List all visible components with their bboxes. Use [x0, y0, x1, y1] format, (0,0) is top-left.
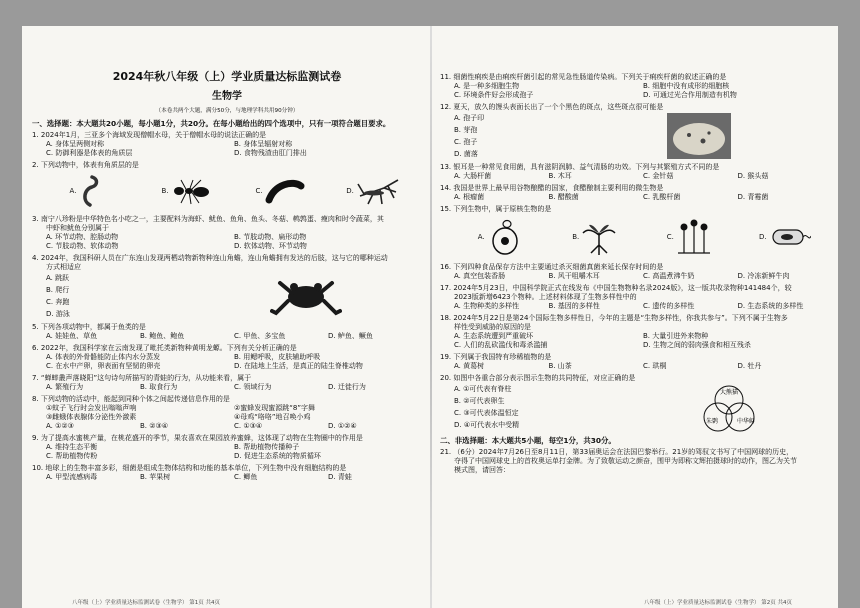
q21-line3: 模式图，请回答：	[454, 466, 510, 474]
q12-stem: 12. 夏天，放久的馒头表面长出了一个个黑色的斑点，这些斑点很可能是	[440, 103, 664, 111]
q8-item-4: ④母鸡“咯咯”地召唤小鸡	[234, 413, 311, 421]
q2-option-b-label: B.	[161, 186, 169, 195]
q4-stem-line1: 4. 2024年，我国科研人员在广东连山发现两栖动物新物种连山角蟾，连山角蟾拥有发达的后肢，这与它的哪种运动	[32, 254, 388, 262]
q18-options-row2	[440, 341, 832, 350]
q6-options-row2	[32, 362, 422, 371]
q8-item-2: ②蜜蜂发现蜜源跳“8”字舞	[234, 404, 315, 412]
q3-option-b[interactable]: B. 节肢动物、扁形动物	[234, 233, 307, 241]
q4-body	[32, 272, 422, 320]
q4-option-c[interactable]: C. 奔跑	[46, 298, 70, 306]
q18-option-a[interactable]: A. 生态系统遭到严重破坏	[454, 332, 534, 340]
q9-options-row2	[32, 452, 422, 461]
q6-option-a[interactable]: A. 体表的外骨骼能防止体内水分蒸发	[46, 353, 161, 361]
q8-item-1: ①蚊子飞行时会发出嗡嗡声响	[46, 404, 137, 412]
q13-option-a[interactable]: A. 大肠杆菌	[454, 172, 492, 180]
q18-stem-line2: 样性受到威胁的原因的是	[454, 323, 531, 331]
q15-stem: 15. 下列生物中，属于原核生物的是	[440, 205, 552, 213]
q10-option-a[interactable]: A. 甲型流感病毒	[46, 473, 98, 481]
q15-option-a-label: A.	[477, 232, 485, 241]
venn-circle-left	[704, 403, 732, 431]
q8-item-3: ③雌蛾体表腺体分泌性外激素	[46, 413, 137, 421]
q15-option-c[interactable]	[643, 217, 738, 257]
q16-option-b[interactable]: B. 风干咀嚼木耳	[548, 272, 600, 280]
caterpillar-icon	[263, 176, 307, 206]
q7-option-d[interactable]: D. 迁徙行为	[328, 383, 366, 391]
toad-icon	[270, 273, 342, 319]
q4-option-b[interactable]: B. 爬行	[46, 286, 70, 294]
q1-options-row1	[32, 140, 422, 149]
q15-option-d-label: D.	[758, 232, 767, 241]
moldy-bun-photo-icon	[667, 113, 731, 159]
q18-option-b[interactable]: B. 大量引进外来物种	[643, 332, 709, 340]
q15-option-c-label: C.	[666, 232, 674, 241]
q19-stem: 19. 下列属于我国特有珍稀植物的是	[440, 353, 552, 361]
q9-option-a[interactable]: A. 维持生态平衡	[46, 443, 98, 451]
q6-option-d[interactable]: D. 在陆地上生活，是真正的陆生脊椎动物	[234, 362, 363, 370]
q7-options	[32, 383, 422, 392]
q4-options	[32, 272, 246, 320]
q2-stem: 2. 下列动物中，体表有角质层的是	[32, 161, 139, 169]
q5-option-b[interactable]: B. 鲍鱼、鲍鱼	[140, 332, 185, 340]
q11-options-row2	[440, 91, 832, 100]
q17-stem-line2: 2023版新增6423个物种。上述材料体现了生物多样性中的	[454, 293, 637, 301]
q21-line2: 夺得了中国网球史上的首枚奥运单打金牌。为了致敬运动之颜奋，围甲为即称文辉拍摄球时的动作，图乙为关节	[454, 457, 797, 465]
q20-body	[440, 383, 832, 433]
q16-option-c[interactable]: C. 高温煮沸牛奶	[643, 272, 695, 280]
q7-stem: 7. “蝉蟀叢声落晓阳”这句诗句所描写的青蛙的行为，从功能来看，属于	[32, 374, 252, 382]
q9-options-row1	[32, 443, 422, 452]
q11-options-row1	[440, 82, 832, 91]
q13-stem: 13. 银耳是一种常见食用菌，具有滋阴润肺、益气清肠的功效。下列与其繁殖方式不同的是	[440, 163, 720, 171]
q9-option-d[interactable]: D. 促进生态系统的物质循环	[234, 452, 321, 460]
q11-option-b[interactable]: B. 细胞中没有成形的细胞核	[643, 82, 730, 90]
mantis-icon	[354, 174, 404, 208]
q6-stem: 6. 2022年，我国科学家在云南发现了毗托类新物种黄明龙螈。下列有关分析正确的是	[32, 344, 297, 352]
q3-options-row1	[32, 233, 422, 242]
q5-option-c[interactable]: C. 甲鱼、多宝鱼	[234, 332, 286, 340]
q18-option-d[interactable]: D. 生物之间的弱肉强食和相互残杀	[643, 341, 751, 349]
exam-title: 2024年秋八年级（上）学业质量达标监测试卷	[112, 70, 342, 83]
venn-circle-right	[726, 403, 754, 431]
q15-option-a[interactable]	[454, 217, 549, 257]
q3-option-c[interactable]: C. 节肢动物、软体动物	[46, 242, 119, 250]
q17-option-b[interactable]: B. 基因的多样性	[548, 302, 600, 310]
left-page	[32, 26, 422, 608]
q12-body	[440, 112, 832, 160]
q8-options	[32, 422, 422, 431]
q6-option-c[interactable]: C. 在水中产卵，卵表面有坚韧的卵壳	[46, 362, 161, 370]
q20-option-a[interactable]: A. ①可代表有脊柱	[454, 385, 512, 393]
q2-option-c[interactable]	[234, 176, 328, 206]
q13-option-b[interactable]: B. 木耳	[548, 172, 572, 180]
q20-option-b[interactable]: B. ②可代表卵生	[454, 397, 505, 405]
q10-options	[32, 473, 422, 482]
q13-options	[440, 172, 832, 181]
q6-option-b[interactable]: B. 用鳃呼吸，皮肤辅助呼吸	[234, 353, 321, 361]
venn-label-right: 中华鲟	[736, 418, 756, 425]
q17-stem-line1: 17. 2024年5月23日，中国科学院正式在线发布《中国生物物种名录2024版》，这一版共收录物种141484个，较	[440, 284, 792, 292]
q5-options	[32, 332, 422, 341]
q12-option-c[interactable]: C. 孢子	[454, 138, 478, 146]
q12-options	[440, 112, 654, 160]
bacterium-icon	[767, 222, 811, 252]
q4-figure	[246, 272, 366, 320]
q9-option-c[interactable]: C. 帮助植物传粉	[46, 452, 98, 460]
q20-option-d[interactable]: D. ④可代表水中受精	[454, 421, 520, 429]
q1-stem: 1. 2024年1月，三亚多个海域发现僧帽水母，关于僧帽水母的说法正确的是	[32, 131, 267, 139]
q2-options	[32, 170, 422, 212]
q11-option-c[interactable]: C. 环境条件好会形成孢子	[454, 91, 534, 99]
venn-svg	[674, 383, 784, 435]
q11-option-d[interactable]: D. 可通过光合作用制造有机物	[643, 91, 737, 99]
q2-option-a[interactable]	[46, 173, 140, 209]
q19-option-a[interactable]: A. 黄葛树	[454, 362, 485, 370]
mold-sporangia-icon	[674, 217, 714, 257]
q9-option-b[interactable]: B. 帮助植物传播种子	[234, 443, 300, 451]
q4-stem-line2: 方式相适应	[46, 263, 81, 271]
q7-option-c[interactable]: C. 领域行为	[234, 383, 272, 391]
q2-option-d-label: D.	[346, 186, 354, 195]
q17-option-d[interactable]: D. 生态系统的多样性	[737, 302, 804, 310]
q1-option-d[interactable]: D. 食物残渣由肛门排出	[234, 149, 307, 157]
yeast-cell-icon	[485, 217, 525, 257]
q15-option-b-label: B.	[572, 232, 580, 241]
q4-option-a[interactable]: A. 跳跃	[46, 274, 70, 282]
left-footer: 八年级（上）学业质量达标监测试卷（生物学） 第1页 共4页	[72, 600, 220, 606]
q2-option-a-label: A.	[69, 186, 77, 195]
q8-option-a[interactable]: A. ①②③	[46, 422, 74, 430]
q15-option-d[interactable]	[738, 222, 833, 252]
q1-options-row2	[32, 149, 422, 158]
q16-option-d[interactable]: D. 冷冻新鲜牛肉	[737, 272, 790, 280]
q3-stem-line1: 3. 南宁八珍粉是中华特色名小吃之一，主要配料为海虾、鱿鱼、鱼角、鱼头、冬菇、鹌鹑蛋、瘦肉和时令蔬菜，其	[32, 215, 384, 223]
q12-figure	[654, 112, 744, 160]
q4-option-d[interactable]: D. 游泳	[46, 310, 70, 318]
q10-option-b[interactable]: B. 苹果树	[140, 473, 171, 481]
q13-option-d[interactable]: D. 猴头菇	[737, 172, 769, 180]
q1-option-b[interactable]: B. 身体呈辐射对称	[234, 140, 293, 148]
section-2-heading: 二、非选择题：本大题共5小题，每空1分，共30分。	[440, 436, 616, 445]
q18-options-row1	[440, 332, 832, 341]
q19-option-c[interactable]: C. 珙桐	[643, 362, 667, 370]
q12-option-d[interactable]: D. 菌落	[454, 150, 478, 158]
q17-option-c[interactable]: C. 遗传的多样性	[643, 302, 695, 310]
q20-options	[440, 383, 674, 433]
section-1-heading: 一、选择题：本大题共20小题，每小题1分，共20分。在每小题给出的四个选项中，只有一项符合题目要求。	[32, 119, 391, 128]
q20-stem: 20. 如图中各重合部分表示图示生物的共同特征，对应正确的是	[440, 374, 636, 382]
q8-option-d[interactable]: D. ①②④	[328, 422, 357, 430]
q14-option-a[interactable]: A. 根瘤菌	[454, 193, 485, 201]
q14-options	[440, 193, 832, 202]
q11-option-a[interactable]: A. 是一种多细胞生物	[454, 82, 520, 90]
earthworm-icon	[76, 173, 116, 209]
q9-stem: 9. 为了提高水蜜桃产量，在桃花盛开的季节，果农喜欢在果园放养蜜蜂，这体现了动物在生物圈中的作用是	[32, 434, 363, 442]
q1-option-a[interactable]: A. 身体呈两侧对称	[46, 140, 105, 148]
q15-option-b[interactable]	[549, 217, 644, 257]
q14-stem: 14. 我国是世界上最早用谷物酿醋的国家，食醋酿制主要利用的微生物是	[440, 184, 664, 192]
q15-options	[440, 214, 832, 260]
q19-option-b[interactable]: B. 山茶	[548, 362, 572, 370]
subject-title: 生物学	[212, 91, 242, 102]
q16-options	[440, 272, 832, 281]
q3-option-a[interactable]: A. 环节动物、腔肠动物	[46, 233, 119, 241]
q21-line1: 21. （6分）2024年7月26日至8月11日，第33届奥运会在法国巴黎举行。21岁的驾驭文书写了中国网球的历史，	[440, 448, 794, 456]
q13-option-c[interactable]: C. 金针菇	[643, 172, 674, 180]
q7-option-b[interactable]: B. 取食行为	[140, 383, 178, 391]
q8-option-c[interactable]: C. ①③④	[234, 422, 263, 430]
q12-option-b[interactable]: B. 芽孢	[454, 126, 478, 134]
exam-sheet	[22, 26, 838, 608]
q8-items-row1	[32, 404, 422, 413]
q3-stem-line2: 中虾和鱿鱼分别属于	[46, 224, 109, 232]
q3-options-row2	[32, 242, 422, 251]
right-footer: 八年级（上）学业质量达标监测试卷（生物学） 第2页 共4页	[644, 600, 792, 606]
seedling-icon	[579, 217, 619, 257]
q20-venn-diagram	[674, 383, 784, 433]
q11-stem: 11. 细菌性痢疾是由痢疾杆菌引起的常见急性肠道传染病。下列关于痢疾杆菌的叙述正确的是	[440, 73, 727, 81]
q20-option-c[interactable]: C. ③可代表体温恒定	[454, 409, 519, 417]
q14-option-d[interactable]: D. 青霉菌	[737, 193, 769, 201]
q6-options-row1	[32, 353, 422, 362]
q5-option-d[interactable]: D. 鲈鱼、鳜鱼	[328, 332, 373, 340]
q19-options	[440, 362, 832, 371]
q1-option-c[interactable]: C. 防御利器是体表的角质层	[46, 149, 133, 157]
q8-items-row2	[32, 413, 422, 422]
venn-label-top: 大熊猫	[719, 389, 739, 396]
q8-option-b[interactable]: B. ②③④	[140, 422, 169, 430]
q2-option-b[interactable]	[140, 176, 234, 206]
q16-option-a[interactable]: A. 真空包装香肠	[454, 272, 506, 280]
ant-icon	[169, 176, 213, 206]
exam-note: （本卷共两个大题，满分50分，与地理学科共用90分钟）	[155, 108, 299, 114]
q19-option-d[interactable]: D. 牡丹	[737, 362, 762, 370]
q5-option-a[interactable]: A. 娃娃鱼、草鱼	[46, 332, 98, 340]
q10-stem: 10. 地球上的生物丰富多彩，细菌是组成生物体结构和功能的基本单位，下列生物中没有细胞结构的是	[32, 464, 347, 472]
q5-stem: 5. 下列各项动物中，都属于鱼类的是	[32, 323, 146, 331]
q17-option-a[interactable]: A. 生物种类的多样性	[454, 302, 520, 310]
q17-options	[440, 302, 832, 311]
right-page	[440, 26, 832, 608]
q14-option-b[interactable]: B. 醋酸菌	[548, 193, 579, 201]
q3-option-d[interactable]: D. 软体动物、环节动物	[234, 242, 307, 250]
q2-option-c-label: C.	[255, 186, 263, 195]
q2-option-d[interactable]	[328, 174, 422, 208]
q7-option-a[interactable]: A. 繁殖行为	[46, 383, 84, 391]
q10-option-c[interactable]: C. 鲫鱼	[234, 473, 258, 481]
q14-option-c[interactable]: C. 乳酸杆菌	[643, 193, 681, 201]
q8-stem: 8. 下列动物的活动中，能起到同种个体之间起传递信息作用的是	[32, 395, 230, 403]
q18-option-c[interactable]: C. 人们的乱砍滥伐和毒杀滥捕	[454, 341, 548, 349]
q16-stem: 16. 下列四种食品保存方法中主要通过杀灭细菌真菌来延长保存时间的是	[440, 263, 664, 271]
q10-option-d[interactable]: D. 青蛙	[328, 473, 352, 481]
venn-label-left: 朱鹮	[705, 418, 719, 425]
page-fold	[430, 26, 432, 608]
q12-option-a[interactable]: A. 孢子印	[454, 114, 485, 122]
q18-stem-line1: 18. 2024年5月22日是第24个国际生物多样性日，今年的主题是“生物多样性，你我共参与”。下列不属于生物多	[440, 314, 788, 322]
